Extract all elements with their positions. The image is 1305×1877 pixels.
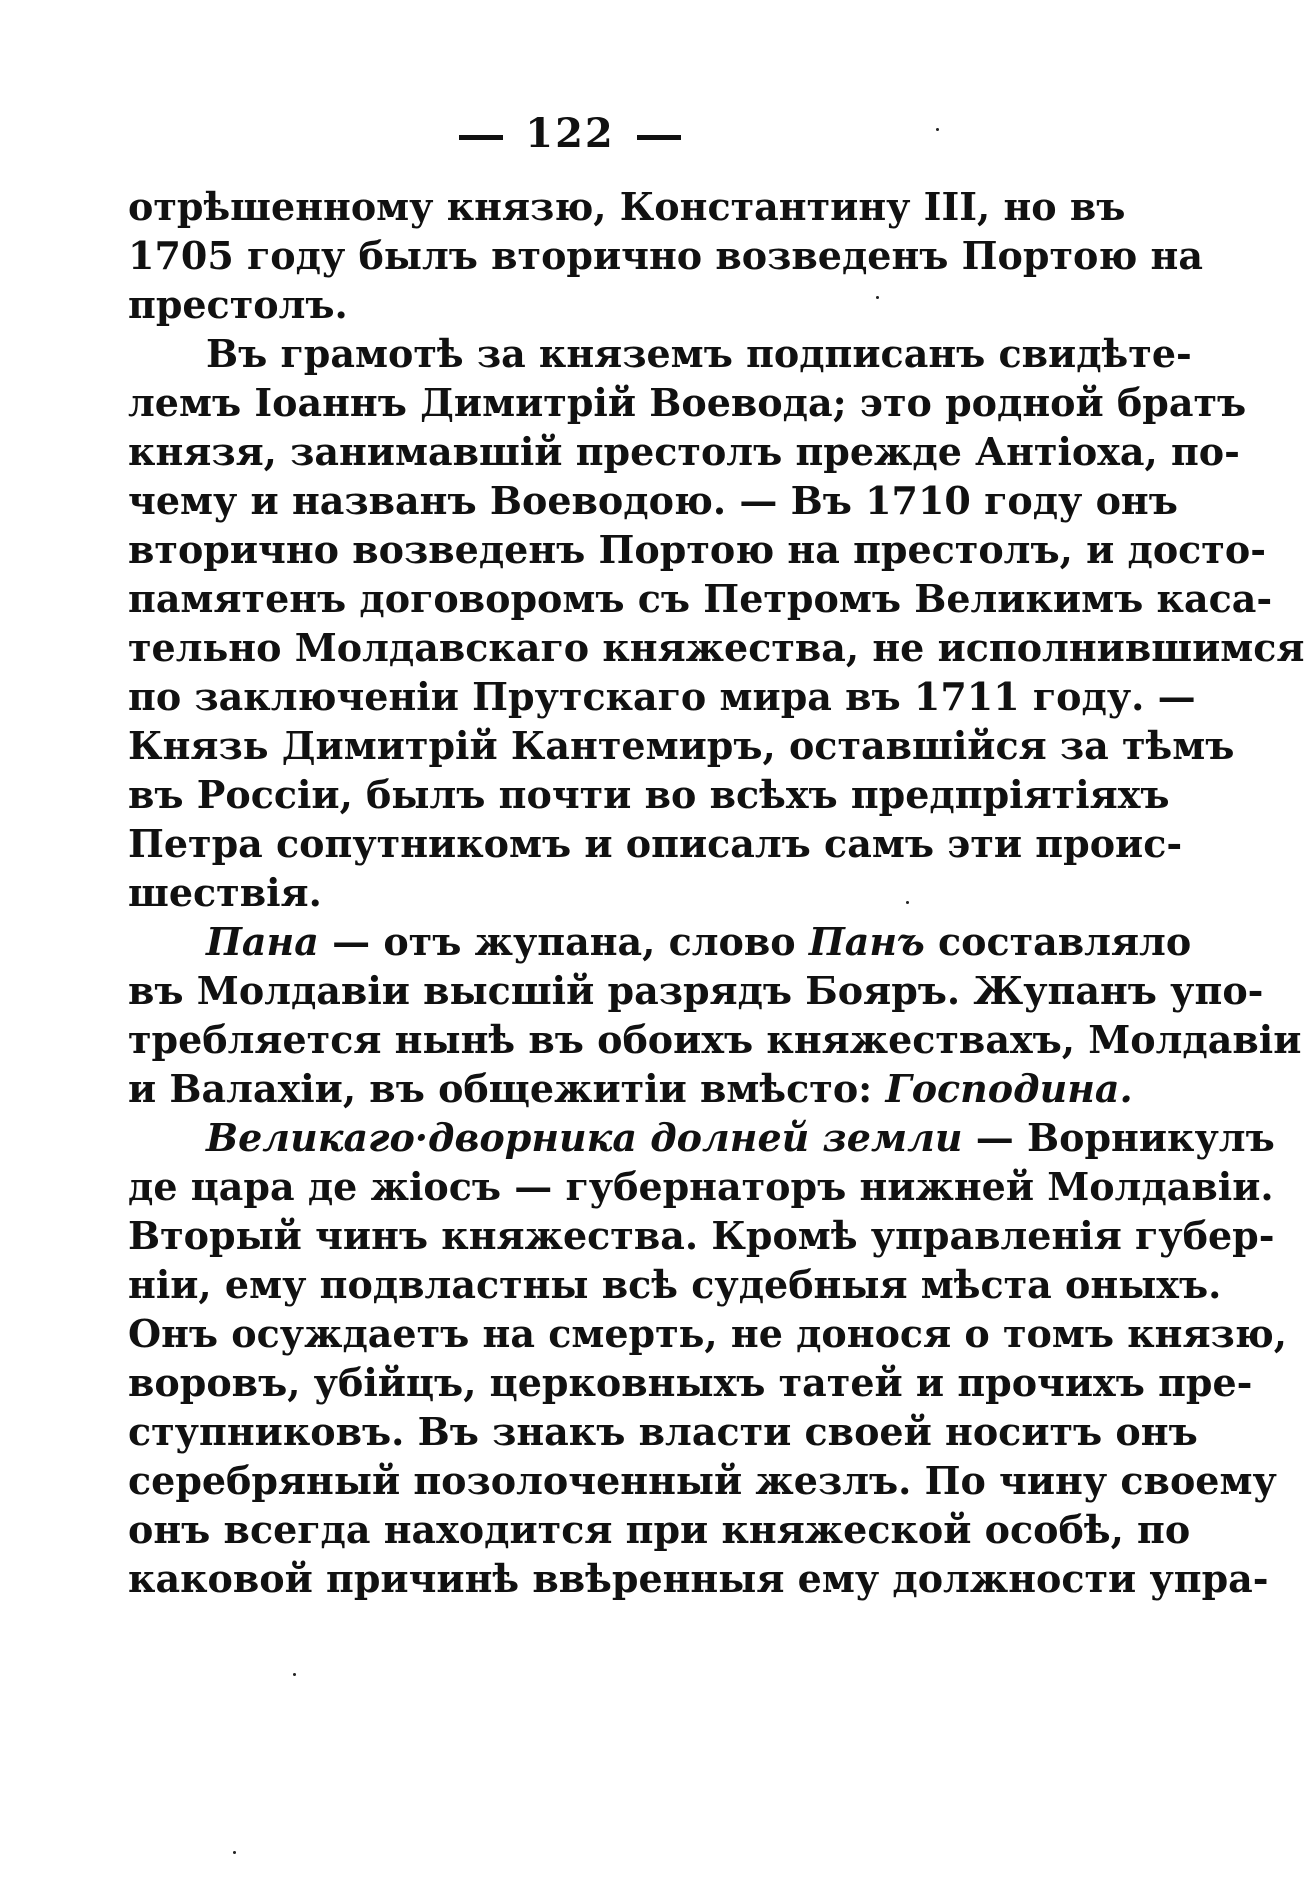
- text-line: [128, 1064, 1133, 1113]
- print-speck: [293, 1673, 296, 1676]
- paragraph: [128, 1113, 1287, 1603]
- italic-term: Панъ: [808, 919, 925, 964]
- header-dash-right: [637, 135, 681, 140]
- print-speck: [876, 296, 879, 299]
- text-line: въ Россіи, былъ почти во всѣхъ предпріятіяхъ: [128, 772, 1170, 817]
- text-line: каковой причинѣ ввѣренныя ему должности упра-: [128, 1556, 1269, 1601]
- print-speck: [906, 901, 909, 904]
- paragraph: [128, 917, 1302, 1113]
- page-header: [0, 110, 1140, 157]
- text-line: серебряный позолоченный жезлъ. По чину своему: [128, 1458, 1277, 1503]
- text-line: по заключеніи Прутскаго мира въ 1711 году. —: [128, 674, 1196, 719]
- paragraph: [128, 329, 1305, 917]
- italic-term: Пана: [206, 919, 319, 964]
- text-line: лемъ Іоаннъ Димитрій Воевода; это родной братъ: [128, 380, 1247, 425]
- text-line: князя, занимавшій престолъ прежде Антіоха, по-: [128, 429, 1240, 474]
- print-speck: [233, 1851, 236, 1854]
- text-line: памятенъ договоромъ съ Петромъ Великимъ каса-: [128, 576, 1273, 621]
- text-line: Петра сопутникомъ и описалъ самъ эти проис-: [128, 821, 1183, 866]
- text-line: [128, 1113, 1275, 1162]
- text-line: шествія.: [128, 870, 322, 915]
- italic-term: Великаго·дворника долней земли: [206, 1115, 963, 1160]
- text-line: Онъ осуждаетъ на смерть, не донося о томъ князю,: [128, 1311, 1287, 1356]
- italic-term: Господина.: [885, 1066, 1133, 1111]
- text-line: престолъ.: [128, 282, 348, 327]
- text-line: требляется нынѣ въ обоихъ княжествахъ, Молдавіи: [128, 1017, 1302, 1062]
- text-line: Въ грамотѣ за княземъ подписанъ свидѣте-: [206, 331, 1192, 376]
- page-number: 122: [525, 110, 615, 157]
- text-run: — Ворникулъ: [962, 1115, 1275, 1160]
- text-run: и Валахіи, въ общежитіи вмѣсто:: [128, 1066, 886, 1111]
- header-dash-left: [459, 135, 503, 140]
- text-line: воровъ, убійцъ, церковныхъ татей и прочихъ пре-: [128, 1360, 1253, 1405]
- paragraph: [128, 182, 1203, 329]
- text-line: въ Молдавіи высшій разрядъ Бояръ. Жупанъ упо-: [128, 968, 1264, 1013]
- text-line: ніи, ему подвластны всѣ судебныя мѣста оныхъ.: [128, 1262, 1222, 1307]
- text-run: составляло: [924, 919, 1192, 964]
- text-line: чему и названъ Воеводою. — Въ 1710 году онъ: [128, 478, 1178, 523]
- text-line: де цара де жіосъ — губернаторъ нижней Молдавіи.: [128, 1164, 1274, 1209]
- text-line: вторично возведенъ Портою на престолъ, и досто-: [128, 527, 1266, 572]
- text-line: [128, 917, 1192, 966]
- text-line: отрѣшенному князю, Константину III, но въ: [128, 184, 1126, 229]
- text-line: Вторый чинъ княжества. Кромѣ управленія губер-: [128, 1213, 1275, 1258]
- body-text: [128, 182, 1305, 1603]
- text-line: ступниковъ. Въ знакъ власти своей носитъ онъ: [128, 1409, 1198, 1454]
- text-line: 1705 году былъ вторично возведенъ Портою на: [128, 233, 1203, 278]
- text-line: Князь Димитрій Кантемиръ, оставшійся за тѣмъ: [128, 723, 1235, 768]
- text-run: — отъ жупана, слово: [318, 919, 809, 964]
- text-line: онъ всегда находится при княжеской особѣ, по: [128, 1507, 1191, 1552]
- text-line: тельно Молдавскаго княжества, не исполнившимся: [128, 625, 1305, 670]
- print-speck: [936, 128, 939, 131]
